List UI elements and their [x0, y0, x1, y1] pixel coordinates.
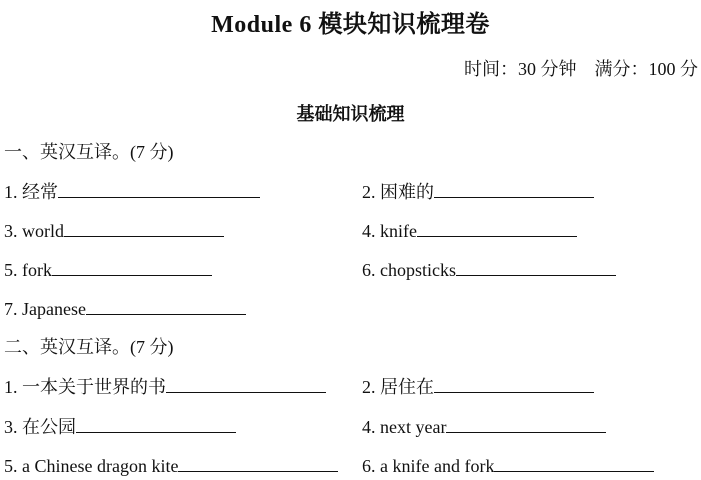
part2-item-6 — [362, 454, 654, 477]
item-label: 1. 经常 — [4, 182, 58, 202]
answer-blank[interactable] — [52, 258, 212, 276]
item-label: 3. world — [4, 221, 64, 241]
answer-blank[interactable] — [456, 258, 616, 276]
part2-item-3 — [4, 415, 236, 438]
answer-blank[interactable] — [58, 180, 260, 198]
answer-blank[interactable] — [86, 297, 246, 315]
item-label: 1. 一本关于世界的书 — [4, 377, 166, 397]
part1-item-2 — [362, 180, 594, 203]
answer-blank[interactable] — [178, 454, 338, 472]
time-score-info: 时间：30 分钟 满分：100 分 — [464, 59, 698, 79]
part1-item-4 — [362, 219, 577, 242]
item-label: 5. fork — [4, 260, 52, 280]
answer-blank[interactable] — [64, 219, 224, 237]
answer-blank[interactable] — [417, 219, 577, 237]
answer-blank[interactable] — [434, 375, 594, 393]
page-title: Module 6 模块知识梳理卷 — [211, 12, 490, 38]
item-label: 7. Japanese — [4, 299, 86, 319]
part1-heading: 一、英汉互译。(7 分) — [4, 142, 174, 162]
part1-item-6 — [362, 258, 616, 281]
item-label: 4. knife — [362, 221, 417, 241]
item-label: 3. 在公园 — [4, 417, 76, 437]
item-label: 6. a knife and fork — [362, 456, 495, 476]
answer-blank[interactable] — [446, 415, 606, 433]
part2-item-4 — [362, 415, 606, 438]
part1-item-3 — [4, 219, 224, 242]
part2-item-2 — [362, 375, 594, 398]
answer-blank[interactable] — [166, 375, 326, 393]
section-heading: 基础知识梳理 — [296, 104, 405, 124]
answer-blank[interactable] — [494, 454, 654, 472]
item-label: 6. chopsticks — [362, 260, 456, 280]
part2-heading: 二、英汉互译。(7 分) — [4, 337, 174, 357]
item-label: 2. 困难的 — [362, 182, 434, 202]
answer-blank[interactable] — [434, 180, 594, 198]
item-label: 4. next year — [362, 417, 447, 437]
part1-item-1 — [4, 180, 260, 203]
answer-blank[interactable] — [76, 415, 236, 433]
part2-item-1 — [4, 375, 326, 398]
part1-item-7 — [4, 297, 246, 320]
part1-item-5 — [4, 258, 212, 281]
item-label: 2. 居住在 — [362, 377, 434, 397]
part2-item-5 — [4, 454, 338, 477]
item-label: 5. a Chinese dragon kite — [4, 456, 179, 476]
